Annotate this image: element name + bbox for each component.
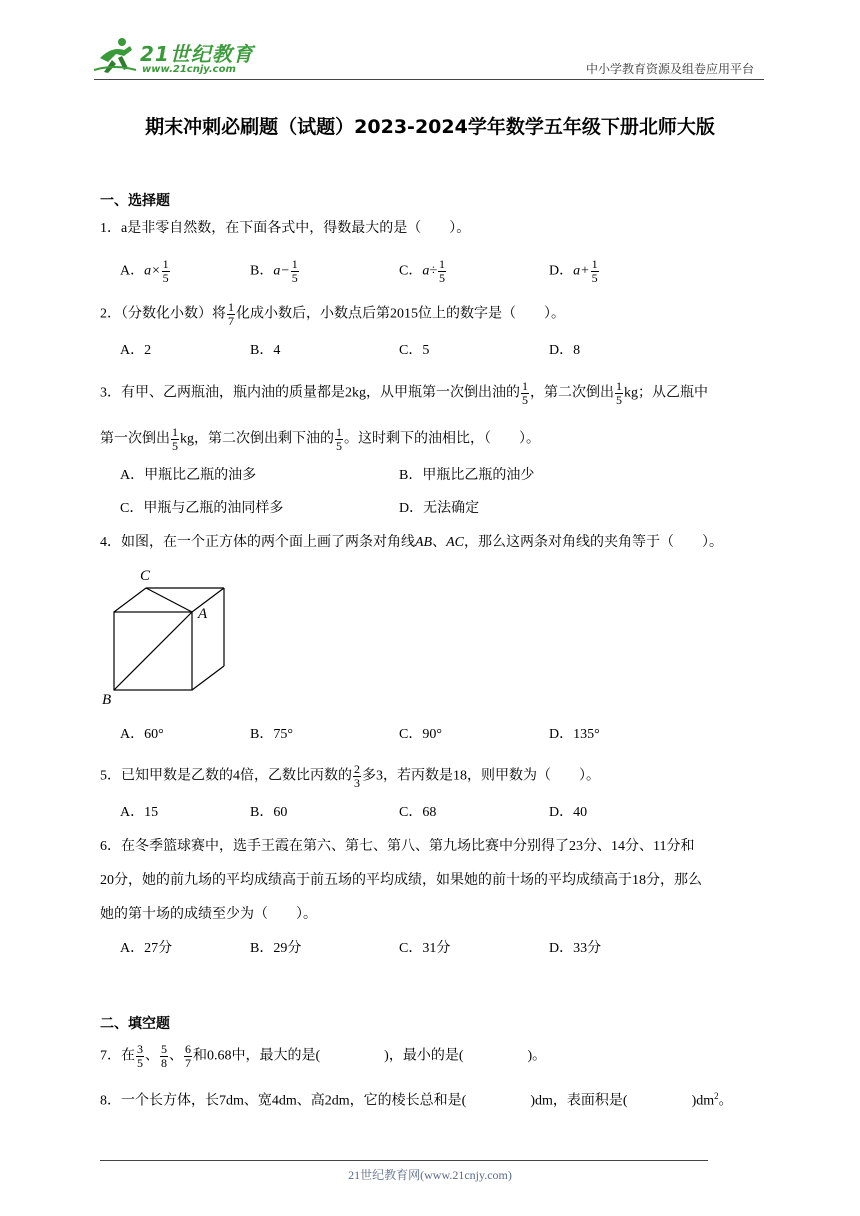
q4-option-d: D．135° (549, 727, 600, 742)
header-rule (94, 79, 764, 80)
logo-text: 21世纪教育 (140, 42, 254, 66)
question-3-line-1: 3．有甲、乙两瓶油，瓶内油的质量都是2kg，从甲瓶第一次倒出油的 $\frac{1}{5}$ ，第二次倒出 $\frac{1}{5}$ kg；从乙瓶中 (100, 379, 708, 407)
question-2: 2．（分数化小数）将 $\frac{1}{7}$ 化成小数后，小数点后第2015位上的数字是（ ）。 (100, 300, 565, 328)
question-4: 4．如图，在一个正方体的两个面上画了两条对角线AB、AC，那么这两条对角线的夹角等于（ ）。 (100, 535, 723, 550)
q4-option-b: B．75° (250, 727, 293, 742)
q6-option-b: B．29分 (250, 941, 302, 956)
question-8: 8．一个长方体，长7dm、宽4dm、高2dm，它的棱长总和是( )dm，表面积是( )$dm^2$。 (100, 1091, 733, 1109)
q3-option-c: C．甲瓶与乙瓶的油同样多 (120, 501, 284, 516)
q5-option-d: D．40 (549, 805, 588, 820)
q1-option-b: B．a− $\frac{1}{5}$ (250, 257, 298, 285)
cube-figure (100, 566, 240, 712)
q4-option-c: C．90° (399, 727, 442, 742)
q1-option-d: D．a+ $\frac{1}{5}$ (549, 257, 598, 285)
section-heading-fill: 二、填空题 (100, 1016, 170, 1032)
q5-option-a: A．15 (120, 805, 159, 820)
q6-option-d: D．33分 (549, 941, 602, 956)
cube-diagram (100, 566, 240, 712)
q2-option-b: B．4 (250, 343, 281, 358)
label-c: C (140, 568, 151, 584)
q2-option-c: C．5 (399, 343, 430, 358)
section-heading-choice: 一、选择题 (100, 193, 170, 209)
runner-logo-icon (94, 36, 138, 76)
footer-text: 21世纪教育网(www.21cnjy.com) (348, 1168, 512, 1182)
header-right-text: 中小学教育资源及组卷应用平台 (585, 62, 754, 76)
q6-option-c: C．31分 (399, 941, 451, 956)
question-6-line-3: 她的第十场的成绩至少为（ ）。 (100, 907, 317, 922)
q5-option-b: B．60 (250, 805, 288, 820)
logo-url: www.21cnjy.com (142, 64, 236, 75)
q1-option-a: A．a× $\frac{1}{5}$ (120, 257, 169, 285)
q5-option-c: C．68 (399, 805, 437, 820)
question-3-line-2: 第一次倒出 $\frac{1}{5}$ kg，第二次倒出剩下油的 $\frac{1}{5}$ 。这时剩下的油相比，（ ）。 (100, 425, 540, 453)
label-b: B (102, 692, 112, 708)
question-6-line-2: 20分，她的前九场的平均成绩高于前五场的平均成绩，如果她的前十场的平均成绩高于18分，那么 (100, 873, 702, 888)
question-7: 7．在 $\frac{3}{5}$ 、 $\frac{5}{8}$ 、 $\frac{6}{7}$ 和0.68中，最大的是( )，最小的是( )。 (100, 1042, 547, 1070)
q2-option-a: A．2 (120, 343, 152, 358)
q3-option-d: D．无法确定 (399, 501, 480, 516)
q6-option-a: A．27分 (120, 941, 173, 956)
page-title: 期末冲刺必刷题（试题）2023-2024学年数学五年级下册北师大版 (145, 116, 715, 138)
q2-option-d: D．8 (549, 343, 581, 358)
q3-option-b: B．甲瓶比乙瓶的油少 (399, 468, 535, 483)
q3-option-a: A．甲瓶比乙瓶的油多 (120, 468, 257, 483)
footer-rule (100, 1160, 708, 1161)
q4-option-a: A．60° (120, 727, 164, 742)
label-a: A (198, 606, 208, 622)
question-6-line-1: 6．在冬季篮球赛中，选手王霞在第六、第七、第八、第九场比赛中分别得了23分、14分、11分和 (100, 839, 695, 854)
q1-option-c: C．a÷ $\frac{1}{5}$ (399, 257, 446, 285)
header-logo (94, 36, 264, 80)
question-1: 1．a是非零自然数，在下面各式中，得数最大的是（ ）。 (100, 221, 471, 236)
question-5: 5．已知甲数是乙数的4倍，乙数比丙数的 $\frac{2}{3}$ 多3，若丙数是18，则甲数为（ ）。 (100, 762, 600, 790)
